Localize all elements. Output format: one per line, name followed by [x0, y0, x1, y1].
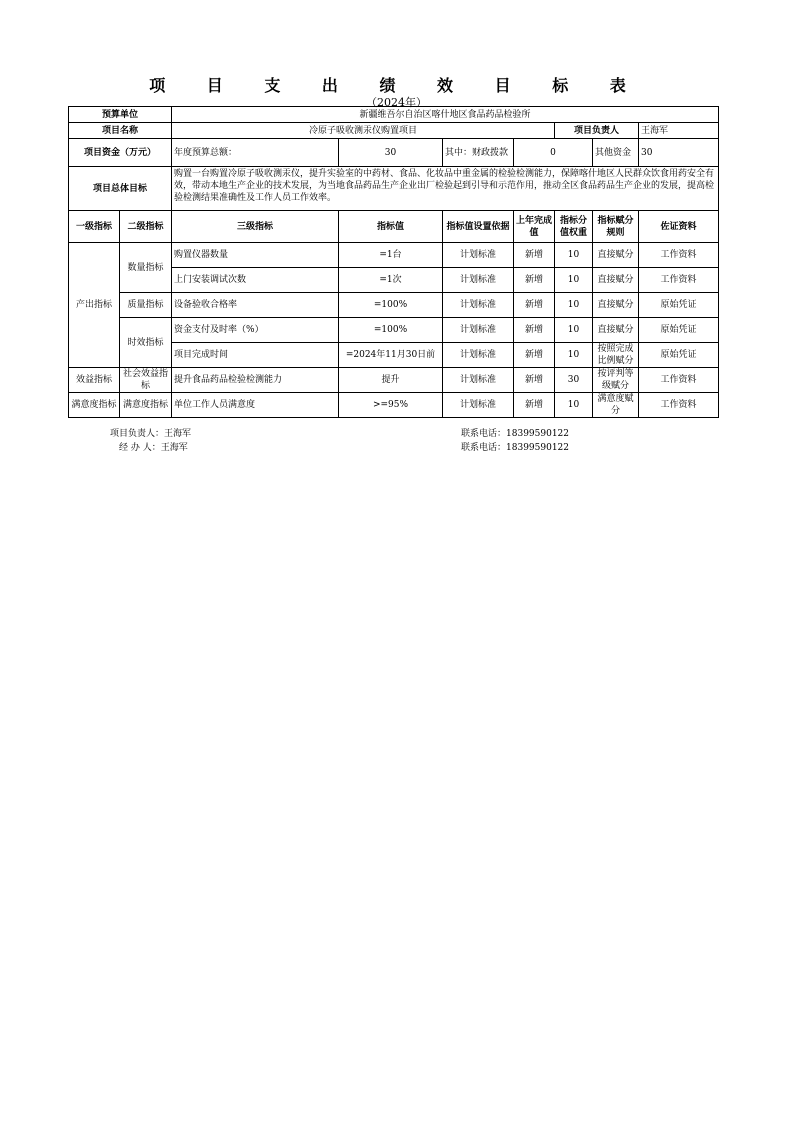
- indicator-value: =1次: [339, 268, 443, 293]
- column-header: 指标分值权重: [555, 211, 593, 243]
- footer-handler-label: 经 办 人：: [119, 443, 161, 453]
- column-header: 指标赋分规则: [593, 211, 639, 243]
- indicator-weight: 10: [555, 293, 593, 318]
- indicator-weight: 10: [555, 393, 593, 418]
- level1-output: 产出指标: [69, 243, 120, 368]
- indicator-name: 单位工作人员满意度: [172, 393, 339, 418]
- indicator-prev: 新增: [514, 343, 555, 368]
- indicator-value: =100%: [339, 293, 443, 318]
- column-header: 二级指标: [120, 211, 172, 243]
- indicator-rule: 直接赋分: [593, 243, 639, 268]
- footer-phone-value: 18399590122: [506, 443, 570, 453]
- indicator-weight: 30: [555, 368, 593, 393]
- indicator-weight: 10: [555, 243, 593, 268]
- annual-budget-value: 30: [339, 139, 443, 167]
- indicator-rule: 直接赋分: [593, 318, 639, 343]
- column-header: 指标值: [339, 211, 443, 243]
- column-header: 三级指标: [172, 211, 339, 243]
- footer-handler-value: 王海军: [160, 443, 188, 453]
- indicator-evidence: 工作资料: [639, 268, 719, 293]
- indicator-name: 资金支付及时率（%）: [172, 318, 339, 343]
- indicator-evidence: 工作资料: [639, 243, 719, 268]
- indicator-rule: 按照完成比例赋分: [593, 343, 639, 368]
- level1-satisfaction: 满意度指标: [69, 393, 120, 418]
- performance-table: [68, 106, 719, 418]
- budget-unit-value: 新疆维吾尔自治区喀什地区食品药品检验所: [172, 107, 719, 123]
- indicator-value: =2024年11月30日前: [339, 343, 443, 368]
- table-row: [69, 368, 719, 393]
- indicator-value: >=95%: [339, 393, 443, 418]
- indicator-name: 设备验收合格率: [172, 293, 339, 318]
- indicator-prev: 新增: [514, 393, 555, 418]
- footer-leader-value: 王海军: [164, 429, 192, 439]
- budget-unit-label: 预算单位: [69, 107, 172, 123]
- level2-satisfaction: 满意度指标: [120, 393, 172, 418]
- table-row: [69, 243, 719, 268]
- indicator-weight: 10: [555, 343, 593, 368]
- level2-quantity: 数量指标: [120, 243, 172, 293]
- level1-benefit: 效益指标: [69, 368, 120, 393]
- indicator-name: 项目完成时间: [172, 343, 339, 368]
- indicator-rule: 直接赋分: [593, 268, 639, 293]
- footer-phone-1: [461, 428, 569, 440]
- indicator-rule: 直接赋分: [593, 293, 639, 318]
- indicator-value: =100%: [339, 318, 443, 343]
- indicator-rule: 按评判等级赋分: [593, 368, 639, 393]
- footer-phone-value: 18399590122: [506, 429, 570, 439]
- indicator-prev: 新增: [514, 293, 555, 318]
- other-funds-label: 其他资金: [593, 139, 639, 167]
- other-funds-value: 30: [639, 139, 719, 167]
- footer-leader-label: 项目负责人：: [110, 429, 165, 439]
- project-name-label: 项目名称: [69, 123, 172, 139]
- indicator-prev: 新增: [514, 268, 555, 293]
- level2-timeliness: 时效指标: [120, 318, 172, 368]
- level2-quality: 质量指标: [120, 293, 172, 318]
- indicator-weight: 10: [555, 268, 593, 293]
- annual-budget-label: 年度预算总额：: [172, 139, 339, 167]
- indicator-value: 提升: [339, 368, 443, 393]
- indicator-rule: 满意度赋分: [593, 393, 639, 418]
- column-header: 指标值设置依据: [443, 211, 514, 243]
- project-leader-value: 王海军: [639, 123, 719, 139]
- indicator-basis: 计划标准: [443, 293, 514, 318]
- indicator-evidence: 原始凭证: [639, 343, 719, 368]
- table-row: [69, 318, 719, 343]
- project-leader-label: 项目负责人: [555, 123, 639, 139]
- table-row: [69, 293, 719, 318]
- project-name-value: 冷原子吸收测汞仪购置项目: [172, 123, 555, 139]
- funds-label: 项目资金（万元）: [69, 139, 172, 167]
- overall-goal-label: 项目总体目标: [69, 167, 172, 211]
- indicator-prev: 新增: [514, 243, 555, 268]
- fiscal-value: 0: [514, 139, 593, 167]
- footer-handler: [119, 442, 188, 454]
- table-row: [69, 393, 719, 418]
- level2-social: 社会效益指标: [120, 368, 172, 393]
- indicator-name: 上门安装调试次数: [172, 268, 339, 293]
- indicator-value: =1台: [339, 243, 443, 268]
- indicator-weight: 10: [555, 318, 593, 343]
- indicator-name: 购置仪器数量: [172, 243, 339, 268]
- column-header: 一级指标: [69, 211, 120, 243]
- overall-goal-text: 购置一台购置冷原子吸收测汞仪，提升实验室的中药材、食品、化妆品中重金属的检验检测能力，保障喀什地区人民群众饮食用药安全有效，带动本地生产企业的技术发展，为当地食品药品生产企业出厂检验起到引导和示范作用，推动全区食品药品生产企业的发展，提高检验检测结果准确性及工作人员工作效率。: [172, 167, 719, 211]
- year-label: （2024年）: [366, 96, 427, 109]
- indicator-basis: 计划标准: [443, 343, 514, 368]
- footer-phone-label: 联系电话：: [461, 443, 507, 453]
- indicator-basis: 计划标准: [443, 243, 514, 268]
- column-header: 上年完成值: [514, 211, 555, 243]
- indicator-prev: 新增: [514, 368, 555, 393]
- footer-leader: [110, 428, 191, 440]
- indicator-evidence: 工作资料: [639, 368, 719, 393]
- indicator-basis: 计划标准: [443, 268, 514, 293]
- indicator-evidence: 原始凭证: [639, 293, 719, 318]
- indicator-prev: 新增: [514, 318, 555, 343]
- page-title: 项 目 支 出 绩 效 目 标 表: [149, 76, 644, 95]
- indicator-evidence: 工作资料: [639, 393, 719, 418]
- indicator-basis: 计划标准: [443, 393, 514, 418]
- indicator-basis: 计划标准: [443, 368, 514, 393]
- footer-phone-2: [461, 442, 569, 454]
- indicator-evidence: 原始凭证: [639, 318, 719, 343]
- indicator-basis: 计划标准: [443, 318, 514, 343]
- column-header: 佐证资料: [639, 211, 719, 243]
- indicator-name: 提升食品药品检验检测能力: [172, 368, 339, 393]
- footer-phone-label: 联系电话：: [461, 429, 507, 439]
- fiscal-label: 其中：财政拨款: [443, 139, 514, 167]
